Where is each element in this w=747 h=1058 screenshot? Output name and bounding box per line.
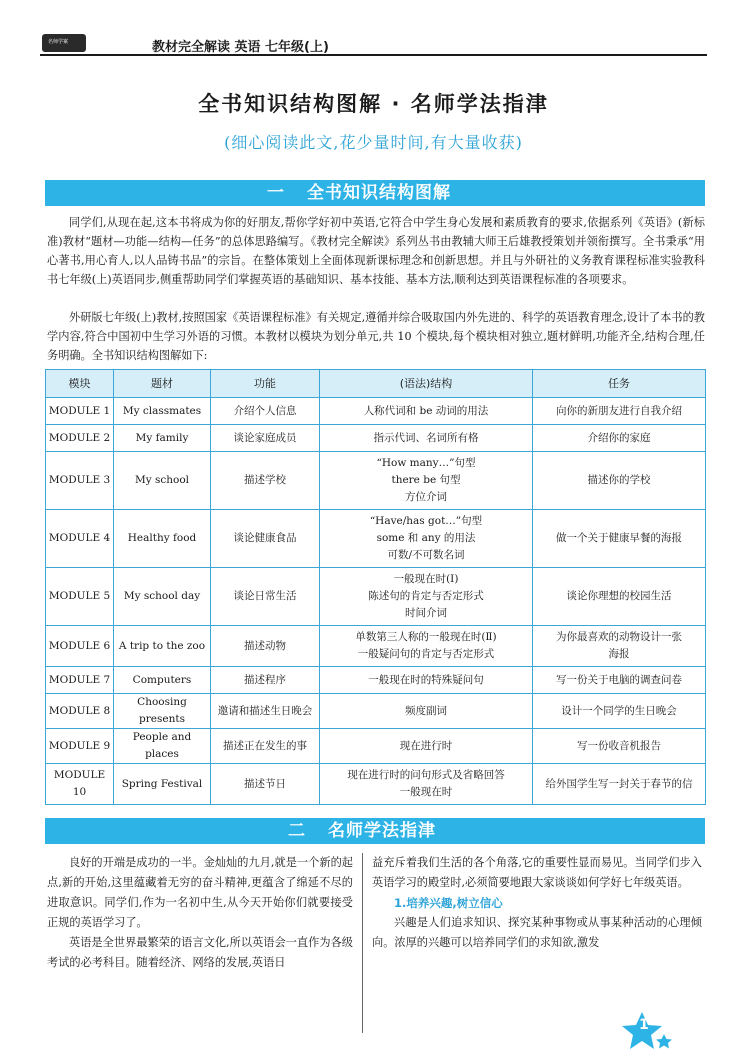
header-rule (40, 54, 707, 56)
task-cell-line: 设计一个同学的生日晚会 (561, 704, 677, 717)
structure-cell-line: 单数第三人称的一般现在时(Ⅱ) (355, 631, 497, 643)
structure-cell-line: “How many…”句型 (376, 457, 476, 469)
topic-cell: People and places (114, 729, 211, 764)
topic-cell: Healthy food (114, 510, 211, 568)
module-cell: MODULE 9 (46, 729, 114, 764)
header-title: 教材完全解读 英语 七年级(上) (152, 40, 329, 55)
structure-cell-line: 一般疑问句的肯定与否定形式 (357, 648, 495, 660)
structure-cell-line: 一般现在时 (399, 786, 453, 798)
intro-paragraph-2: 外研版七年级(上)教材,按照国家《英语课程标准》有关规定,遵循并综合吸取国内外先进的、科学的英语教育理念,设计了本书的教学内容,符合中国初中生学习外语的习惯。本教材以模块为划分单元,共 10 个模块,每个模块相对独立,题材鲜明,功能齐全,结构合理,任务明确。全书知识结构图解如下: (47, 311, 705, 362)
header-function: 功能 (211, 370, 320, 398)
task-cell (533, 398, 706, 425)
structure-cell (320, 452, 533, 510)
structure-cell (320, 764, 533, 805)
task-cell-line: 谈论你理想的校园生活 (566, 590, 672, 602)
structure-cell-line: 现在进行时的问句形式及省略回答 (347, 769, 505, 781)
structure-cell-line: 指示代词、名词所有格 (373, 431, 479, 444)
module-cell: MODULE 2 (46, 425, 114, 452)
header-module: 模块 (46, 370, 114, 398)
section-number: 一 (267, 183, 284, 203)
column-divider (362, 853, 363, 1033)
topic-cell: Spring Festival (114, 764, 211, 805)
page-title: 全书知识结构图解 · 名师学法指津 (198, 92, 549, 116)
task-cell-line: 写一份关于电脑的调查问卷 (556, 673, 682, 686)
task-cell (533, 568, 706, 626)
task-cell (533, 510, 706, 568)
publisher-logo (42, 34, 86, 52)
structure-cell-line: 人称代词和 be 动词的用法 (363, 404, 489, 417)
task-cell-line: 给外国学生写一封关于春节的信 (545, 777, 693, 790)
structure-cell-line: 陈述句的肯定与否定形式 (368, 590, 484, 602)
task-cell (533, 452, 706, 510)
section-heading-2 (45, 818, 705, 844)
function-cell: 谈论健康食品 (211, 510, 320, 568)
section-heading-1 (45, 180, 705, 206)
module-cell: MODULE 3 (46, 452, 114, 510)
structure-cell (320, 626, 533, 667)
structure-cell (320, 694, 533, 729)
module-cell: MODULE 6 (46, 626, 114, 667)
page-subtitle: (细心阅读此文,花少量时间,有大量收获) (224, 133, 523, 152)
table-row (46, 626, 706, 667)
module-cell: MODULE 5 (46, 568, 114, 626)
table-row (46, 568, 706, 626)
page-number-badge (622, 1012, 672, 1054)
task-cell (533, 667, 706, 694)
header-topic: 题材 (114, 370, 211, 398)
structure-cell-line: 方位介词 (405, 491, 447, 503)
table-row (46, 729, 706, 764)
function-cell: 描述动物 (211, 626, 320, 667)
structure-cell-line: 一般现在时的特殊疑问句 (368, 673, 484, 686)
running-header (40, 34, 707, 56)
header-task: 任务 (533, 370, 706, 398)
task-cell (533, 425, 706, 452)
structure-cell-line: there be 句型 (391, 474, 461, 486)
section-number: 二 (288, 821, 305, 841)
table-row (46, 764, 706, 805)
function-cell: 谈论日常生活 (211, 568, 320, 626)
topic-cell: My school (114, 452, 211, 510)
left-column (47, 853, 353, 973)
structure-cell (320, 510, 533, 568)
task-cell-line: 介绍你的家庭 (587, 431, 651, 444)
function-cell: 描述正在发生的事 (211, 729, 320, 764)
right-column (372, 853, 702, 953)
table-row (46, 510, 706, 568)
body-paragraph: 英语是全世界最繁荣的语言文化,所以英语会一直作为各级考试的必考科目。随着经济、网络的发展,英语日 (47, 936, 353, 969)
module-cell: MODULE 8 (46, 694, 114, 729)
section-title: 全书知识结构图解 (307, 183, 451, 203)
topic-cell: A trip to the zoo (114, 626, 211, 667)
task-cell-line: 做一个关于健康早餐的海报 (556, 532, 682, 544)
body-paragraph: 良好的开端是成功的一半。金灿灿的九月,就是一个新的起点,新的开始,这里蕴藏着无穷的奋斗精神,更蕴含了绵延不尽的进取意识。同学们,作为一名初中生,从今天开始你们就要接受正规的英语学习了。 (47, 856, 353, 929)
table-row (46, 425, 706, 452)
structure-cell-line: some 和 any 的用法 (376, 532, 476, 544)
task-cell (533, 764, 706, 805)
page-number: 1 (639, 1017, 649, 1033)
task-cell-line: 写一份收音机报告 (577, 739, 661, 752)
table-row (46, 667, 706, 694)
structure-cell (320, 729, 533, 764)
task-cell (533, 694, 706, 729)
tip-heading: 1.培养兴趣,树立信心 (394, 896, 503, 910)
task-cell-line: 向你的新朋友进行自我介绍 (556, 404, 682, 417)
body-paragraph: 益充斥着我们生活的各个角落,它的重要性显而易见。当同学们步入英语学习的殿堂时,必须简要地跟大家谈谈如何学好七年级英语。 (372, 856, 702, 889)
function-cell: 介绍个人信息 (211, 398, 320, 425)
table-row (46, 452, 706, 510)
topic-cell: My family (114, 425, 211, 452)
structure-cell-line: “Have/has got…”句型 (369, 515, 483, 527)
structure-cell-line: 一般现在时(Ⅰ) (393, 573, 459, 585)
structure-cell (320, 568, 533, 626)
structure-cell-line: 时间介词 (405, 607, 447, 619)
logo-text: 名师学案 (48, 39, 69, 45)
function-cell: 描述程序 (211, 667, 320, 694)
topic-cell: My school day (114, 568, 211, 626)
structure-cell (320, 398, 533, 425)
header-structure: (语法)结构 (320, 370, 533, 398)
structure-cell-line: 频度副词 (405, 704, 447, 717)
knowledge-structure-table (45, 369, 706, 805)
function-cell: 邀请和描述生日晚会 (211, 694, 320, 729)
body-paragraph: 兴趣是人们追求知识、探究某种事物或从事某种活动的心理倾向。浓厚的兴趣可以培养同学们的求知欲,激发 (372, 916, 702, 949)
function-cell: 谈论家庭成员 (211, 425, 320, 452)
module-cell: MODULE 4 (46, 510, 114, 568)
topic-cell: My classmates (114, 398, 211, 425)
function-cell: 描述节日 (211, 764, 320, 805)
task-cell-line: 海报 (608, 648, 630, 660)
task-cell (533, 729, 706, 764)
structure-cell (320, 425, 533, 452)
section-title: 名师学法指津 (328, 821, 436, 841)
task-cell (533, 626, 706, 667)
module-cell: MODULE 7 (46, 667, 114, 694)
module-cell: MODULE 10 (46, 764, 114, 805)
table-row (46, 398, 706, 425)
table-header-row (46, 370, 706, 398)
structure-cell-line: 可数/不可数名词 (387, 549, 465, 561)
structure-cell (320, 667, 533, 694)
table-row (46, 694, 706, 729)
function-cell: 描述学校 (211, 452, 320, 510)
module-cell: MODULE 1 (46, 398, 114, 425)
topic-cell: Choosing presents (114, 694, 211, 729)
task-cell-line: 描述你的学校 (587, 474, 651, 486)
task-cell-line: 为你最喜欢的动物设计一张 (556, 631, 682, 643)
topic-cell: Computers (114, 667, 211, 694)
intro-paragraph-1: 同学们,从现在起,这本书将成为你的好朋友,帮你学好初中英语,它符合中学生身心发展和素质教育的要求,依据系列《英语》(新标准)教材“题材—功能—结构—任务”的总体思路编写。《教材完全解读》系列丛书由教辅大师王后雄教授策划并领衔撰写。全书秉承“用心著书,用心育人,以人品铸书品”的宗旨。在整体策划上全面体现新课标理念和创新思想。并且与外研社的义务教育课程标准实验教科书七年级(上)英语同步,侧重帮助同学们掌握英语的基础知识、基本技能、基本方法,顺利达到英语课程标准的各项要求。 (47, 216, 705, 286)
structure-cell-line: 现在进行时 (399, 739, 453, 752)
